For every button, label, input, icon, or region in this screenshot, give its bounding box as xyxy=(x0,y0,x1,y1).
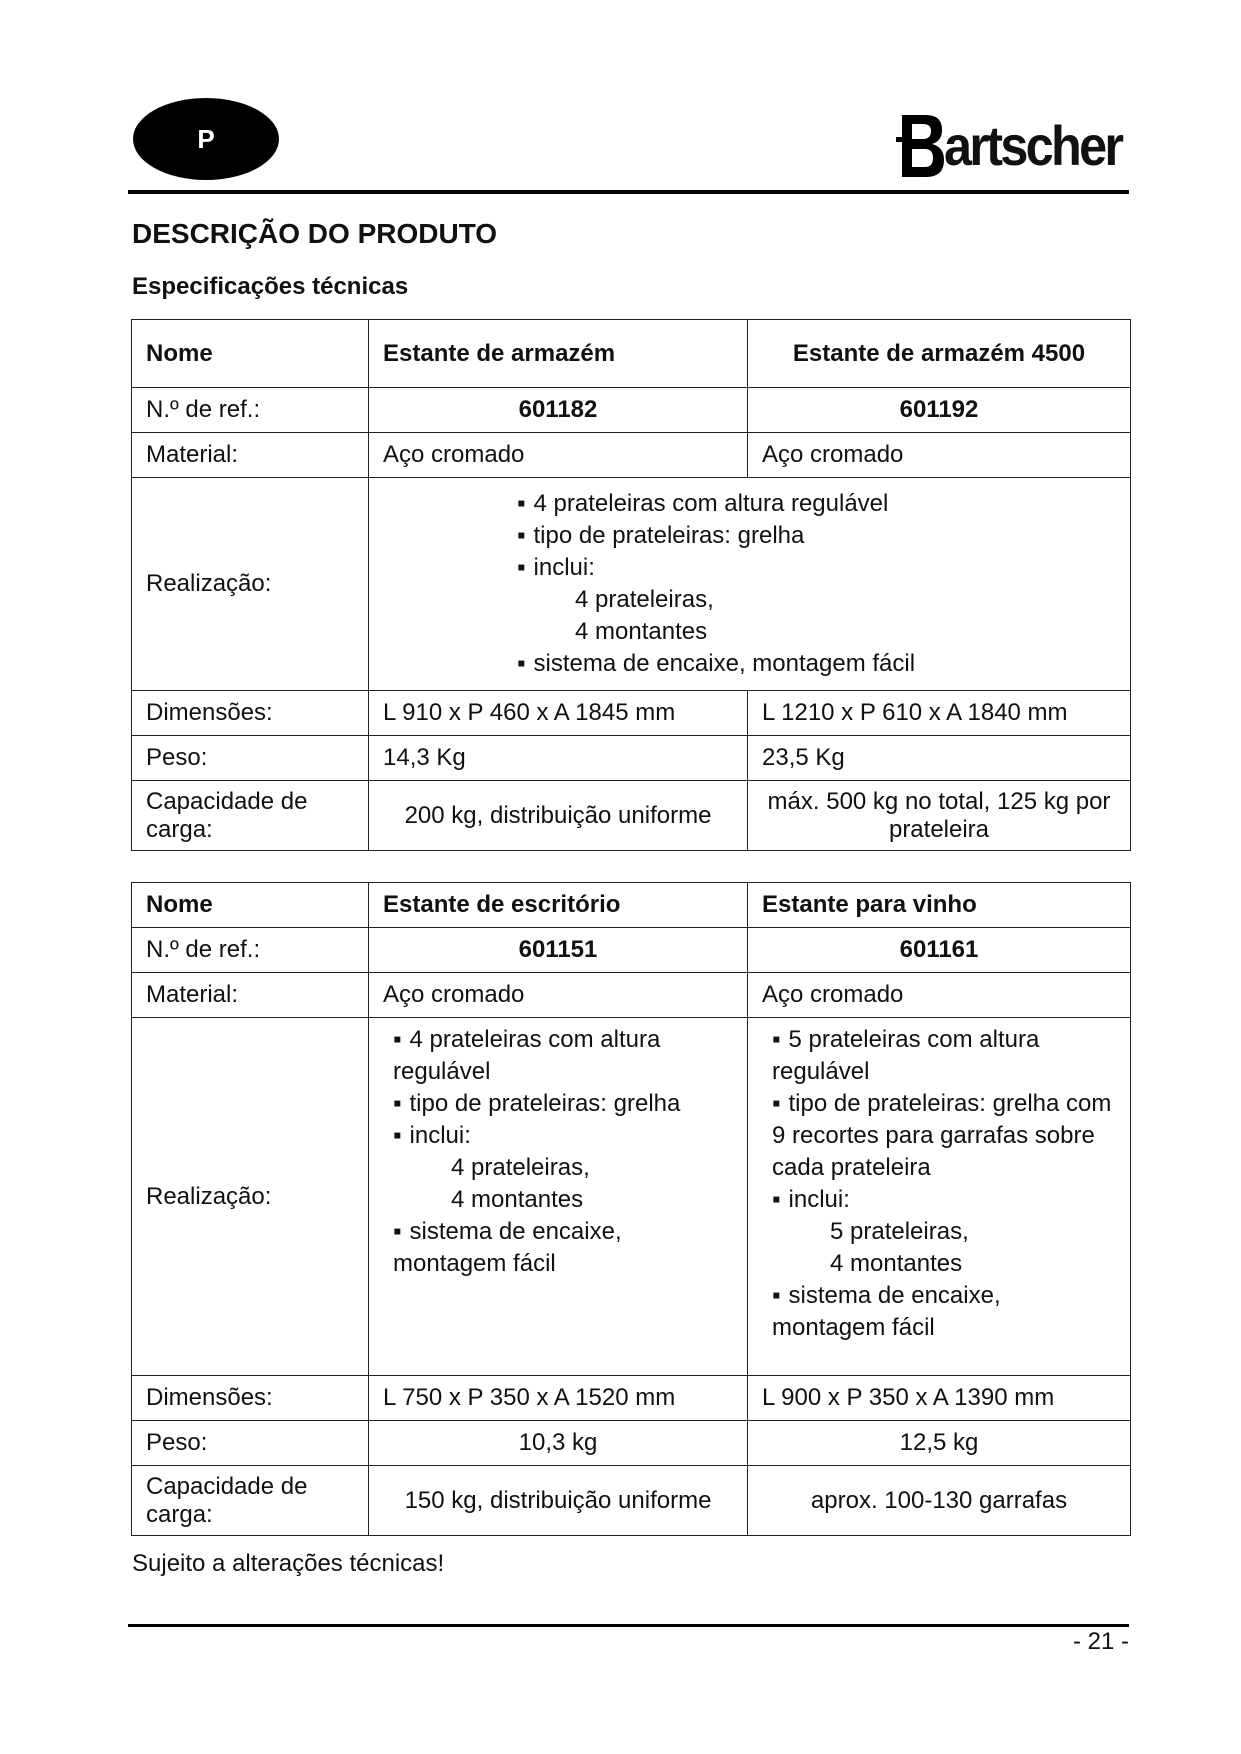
table-row xyxy=(132,1421,1131,1466)
capacity-2: máx. 500 kg no total, 125 kg por prateleira xyxy=(748,781,1131,851)
language-badge: P xyxy=(133,98,279,180)
list-item: 4 montantes xyxy=(575,618,708,645)
logo-mark-icon xyxy=(896,113,946,179)
footer-rule xyxy=(128,1624,1129,1627)
dimensions-2: L 1210 x P 610 x A 1840 mm xyxy=(748,691,1131,736)
material-2: Aço cromado xyxy=(748,433,1131,478)
capacity-label: Capacidade de carga: xyxy=(132,781,369,851)
header-rule xyxy=(128,190,1129,194)
weight-1: 14,3 Kg xyxy=(369,736,748,781)
list-item: ▪ inclui: xyxy=(772,1184,1116,1216)
bartscher-logo xyxy=(896,108,1141,184)
table-row xyxy=(132,691,1131,736)
list-item: ▪ tipo de prateleiras: grelha xyxy=(517,520,1116,552)
weight-1: 10,3 kg xyxy=(369,1421,748,1466)
material-2: Aço cromado xyxy=(748,973,1131,1018)
product-name-1: Estante de escritório xyxy=(369,883,748,928)
subsection-title: Especificações técnicas xyxy=(132,273,409,300)
realizacao-label: Realização: xyxy=(132,1018,369,1376)
list-item: ▪ tipo de prateleiras: grelha com 9 recortes para garrafas sobre cada prateleira xyxy=(772,1088,1116,1184)
table-row xyxy=(132,928,1131,973)
list-item: ▪ 4 prateleiras com altura regulável xyxy=(517,488,1116,520)
table-row xyxy=(132,736,1131,781)
table-row xyxy=(132,973,1131,1018)
dimensions-1: L 750 x P 350 x A 1520 mm xyxy=(369,1376,748,1421)
list-item: ▪ sistema de encaixe, montagem fácil xyxy=(393,1216,733,1280)
ref-number-1: 601182 xyxy=(369,388,748,433)
product-name-2: Estante de armazém 4500 xyxy=(748,320,1131,388)
section-title: DESCRIÇÃO DO PRODUTO xyxy=(132,218,498,249)
list-item: 5 prateleiras, xyxy=(830,1218,969,1245)
table-row xyxy=(132,1018,1131,1376)
list-item: ▪ sistema de encaixe, montagem fácil xyxy=(772,1280,1116,1344)
realizacao-features xyxy=(369,478,1131,691)
table-row xyxy=(132,320,1131,388)
list-item: ▪ 5 prateleiras com altura regulável xyxy=(772,1024,1116,1088)
realizacao-features-1 xyxy=(369,1018,748,1376)
list-item: 4 prateleiras, xyxy=(451,1154,590,1181)
product-name-2: Estante para vinho xyxy=(748,883,1131,928)
table-row xyxy=(132,781,1131,851)
name-label: Nome xyxy=(132,320,369,388)
page-number: - 21 - xyxy=(1072,1628,1129,1655)
material-label: Material: xyxy=(132,433,369,478)
material-label: Material: xyxy=(132,973,369,1018)
list-item: 4 prateleiras, xyxy=(575,586,714,613)
list-item: ▪ sistema de encaixe, montagem fácil xyxy=(517,648,1116,680)
ref-label: N.º de ref.: xyxy=(132,928,369,973)
list-item: 4 montantes xyxy=(451,1186,584,1213)
capacity-2: aprox. 100-130 garrafas xyxy=(748,1466,1131,1536)
dimensions-label: Dimensões: xyxy=(132,691,369,736)
capacity-1: 150 kg, distribuição uniforme xyxy=(369,1466,748,1536)
ref-number-2: 601192 xyxy=(748,388,1131,433)
name-label: Nome xyxy=(132,883,369,928)
technical-changes-note: Sujeito a alterações técnicas! xyxy=(132,1550,445,1577)
realizacao-label: Realização: xyxy=(132,478,369,691)
table-row xyxy=(132,478,1131,691)
realizacao-features-2 xyxy=(748,1018,1131,1376)
ref-number-2: 601161 xyxy=(748,928,1131,973)
table-row xyxy=(132,1376,1131,1421)
weight-label: Peso: xyxy=(132,736,369,781)
logo-text: artscher xyxy=(944,114,1122,177)
list-item: ▪ inclui: xyxy=(393,1120,733,1152)
capacity-1: 200 kg, distribuição uniforme xyxy=(369,781,748,851)
weight-2: 23,5 Kg xyxy=(748,736,1131,781)
weight-2: 12,5 kg xyxy=(748,1421,1131,1466)
spec-table-1 xyxy=(131,319,1131,851)
dimensions-label: Dimensões: xyxy=(132,1376,369,1421)
material-1: Aço cromado xyxy=(369,973,748,1018)
material-1: Aço cromado xyxy=(369,433,748,478)
list-item: 4 montantes xyxy=(830,1250,963,1277)
weight-label: Peso: xyxy=(132,1421,369,1466)
list-item: ▪ 4 prateleiras com altura regulável xyxy=(393,1024,733,1088)
dimensions-2: L 900 x P 350 x A 1390 mm xyxy=(748,1376,1131,1421)
dimensions-1: L 910 x P 460 x A 1845 mm xyxy=(369,691,748,736)
spec-table-2 xyxy=(131,882,1131,1536)
product-name-1: Estante de armazém xyxy=(369,320,748,388)
capacity-label: Capacidade de carga: xyxy=(132,1466,369,1536)
ref-label: N.º de ref.: xyxy=(132,388,369,433)
table-row xyxy=(132,388,1131,433)
ref-number-1: 601151 xyxy=(369,928,748,973)
list-item: ▪ tipo de prateleiras: grelha xyxy=(393,1088,733,1120)
table-row xyxy=(132,883,1131,928)
table-row xyxy=(132,433,1131,478)
list-item: ▪ inclui: xyxy=(517,552,1116,584)
table-row xyxy=(132,1466,1131,1536)
